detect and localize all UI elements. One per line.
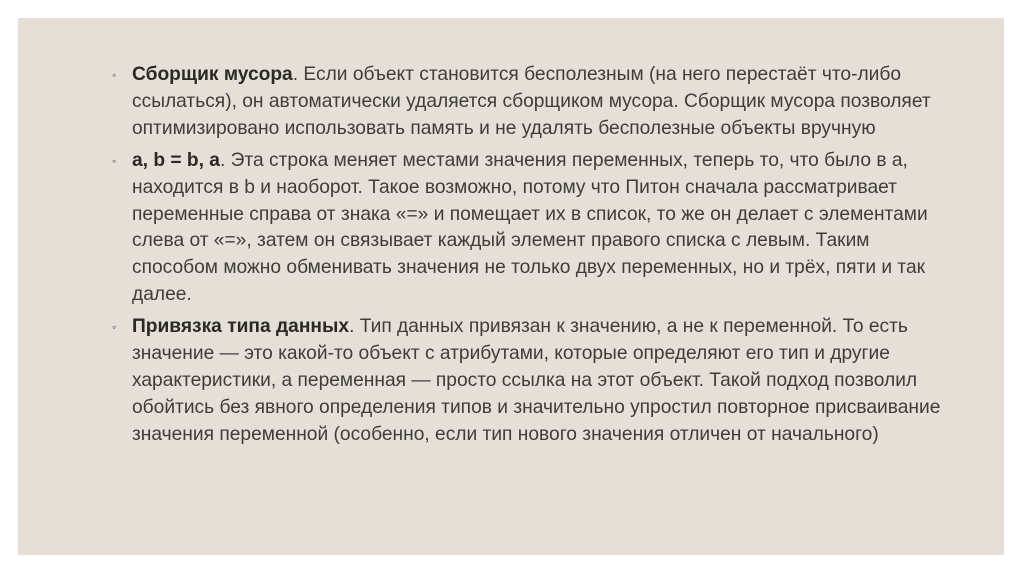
term-swap: a, b = b, a [132,149,220,171]
description-garbage-collector: . Если объект становится бесполезным (на него перестаёт что-либо ссылаться), он автоматически удаляется сборщиком мусора. Сборщик мусора позволяет оптимизировано использовать память и не удалять бесполезные объекты вручную [132,64,931,139]
bullet-list [112,62,952,454]
description-type-binding: . Тип данных привязан к значению, а не к переменной. То есть значение — это какой-то объект с атрибутами, которые определяют его тип и другие характеристики, а переменная — просто ссылка на этот объект. Такой подход позволил обойтись без явного определения типов и значительно упростил повторное присваивание значения переменной (особенно, если тип нового значения отличен от начального) [132,316,941,445]
term-garbage-collector: Сборщик мусора [132,64,293,85]
term-type-binding: Привязка типа данных [132,316,350,338]
bullet-item-garbage-collector [112,62,952,143]
bullet-icon: ◦ [112,153,117,168]
description-swap: . Эта строка меняет местами значения переменных, теперь то, что было в а, находится в b и наоборот. Такое возможно, потому что Питон сначала рассматривает переменные справа от знака «=» и помещает их в список, то же он делает с элементами слева от «=», затем он связывает каждый элемент правого списка с левым. Таким способом можно обменивать значения не только двух переменных, но и трёх, пяти и так далее. [132,149,928,306]
slide-background [18,18,1004,555]
bullet-item-swap [112,148,952,309]
bullet-icon: ◦ [112,320,117,335]
bullet-item-type-binding [112,314,952,449]
bullet-icon: ◦ [112,68,117,82]
